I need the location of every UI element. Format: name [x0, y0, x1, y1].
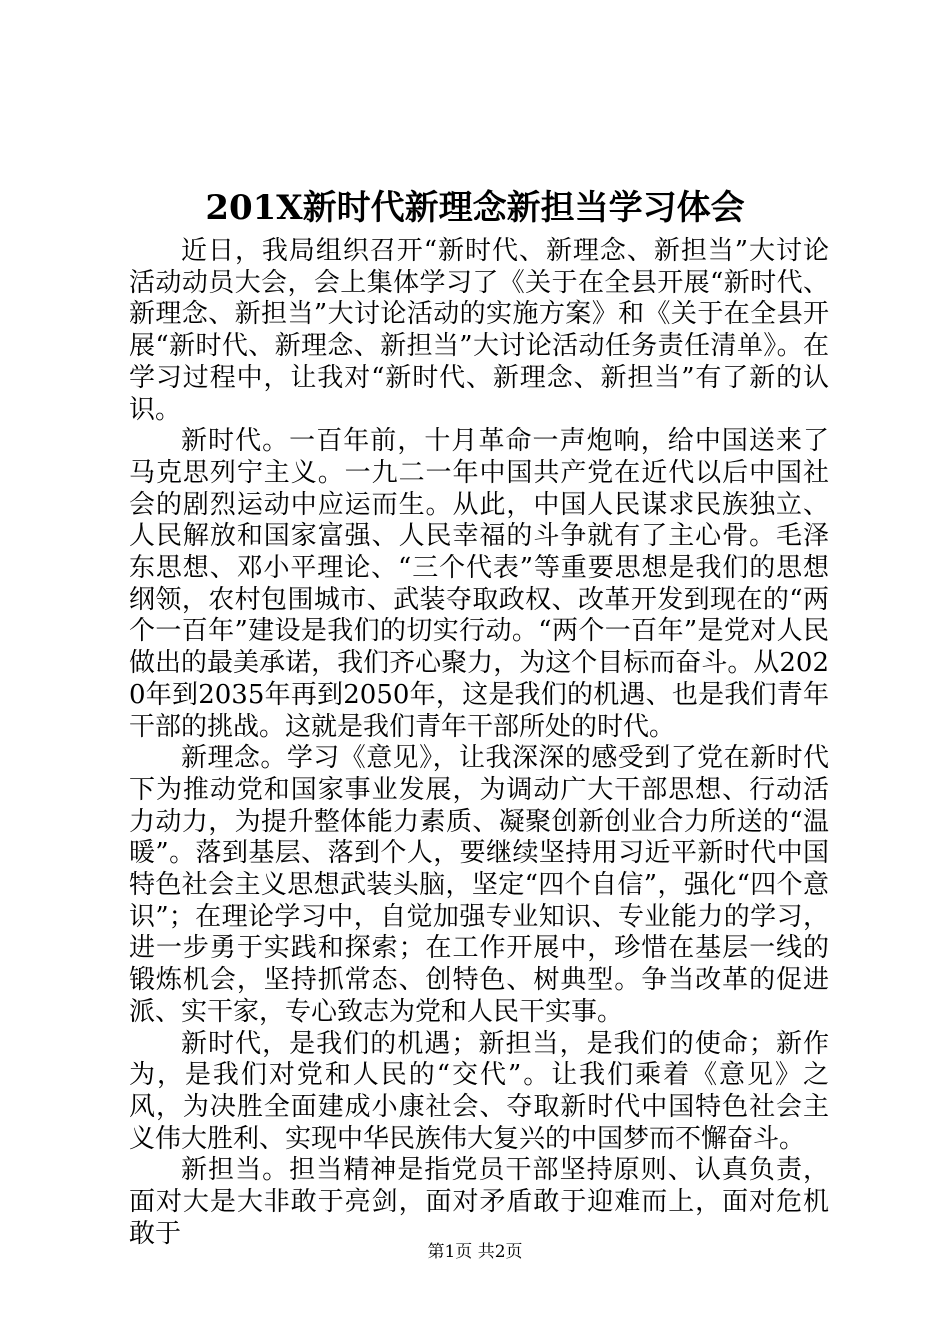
paragraph-mission: 新时代，是我们的机遇；新担当，是我们的使命；新作为，是我们对党和人民的“交代”。让我们乘着《意见》之风，为决胜全面建成小康社会、夺取新时代中国特色社会主义伟大胜利、实现中华民族伟大复兴的中国梦而不懈奋斗。 — [129, 1028, 829, 1154]
paragraph-new-era: 新时代。一百年前，十月革命一声炮响，给中国送来了马克思列宁主义。一九二一年中国共产党在近代以后中国社会的剧烈运动中应运而生。从此，中国人民谋求民族独立、人民解放和国家富强、人民幸福的斗争就有了主心骨。毛泽东思想、邓小平理论、“三个代表”等重要思想是我们的思想纲领，农村包围城市、武装夺取政权、改革开发到现在的“两个一百年”建设是我们的切实行动。“两个一百年”是党对人民做出的最美承诺，我们齐心聚力，为这个目标而奋斗。从2020年到2035年再到2050年，这是我们的机遇、也是我们青年干部的挑战。这就是我们青年干部所处的时代。 — [129, 426, 829, 742]
document-title: 201X新时代新理念新担当学习体会 — [205, 188, 745, 228]
paragraph-intro: 近日，我局组织召开“新时代、新理念、新担当”大讨论活动动员大会，会上集体学习了《关于在全县开展“新时代、新理念、新担当”大讨论活动的实施方案》和《关于在全县开展“新时代、新理念、新担当”大讨论活动任务责任清单》。在学习过程中，让我对“新时代、新理念、新担当”有了新的认识。 — [129, 236, 829, 425]
paragraph-new-concept: 新理念。学习《意见》，让我深深的感受到了党在新时代下为推动党和国家事业发展，为调动广大干部思想、行动活力动力，为提升整体能力素质、凝聚创新创业合力所送的“温暖”。落到基层、落到个人，要继续坚持用习近平新时代中国特色社会主义思想武装头脑，坚定“四个自信”，强化“四个意识”；在理论学习中，自觉加强专业知识、专业能力的学习，进一步勇于实践和探索；在工作开展中，珍惜在基层一线的锻炼机会，坚持抓常态、创特色、树典型。争当改革的促进派、实干家，专心致志为党和人民干实事。 — [129, 743, 829, 1027]
paragraph-new-responsibility: 新担当。担当精神是指党员干部坚持原则、认真负责，面对大是大非敢于亮剑，面对矛盾敢于迎难而上，面对危机敢于 — [129, 1155, 829, 1249]
document-body — [129, 236, 829, 1251]
page-footer: 第1页 共2页 — [427, 1242, 523, 1262]
